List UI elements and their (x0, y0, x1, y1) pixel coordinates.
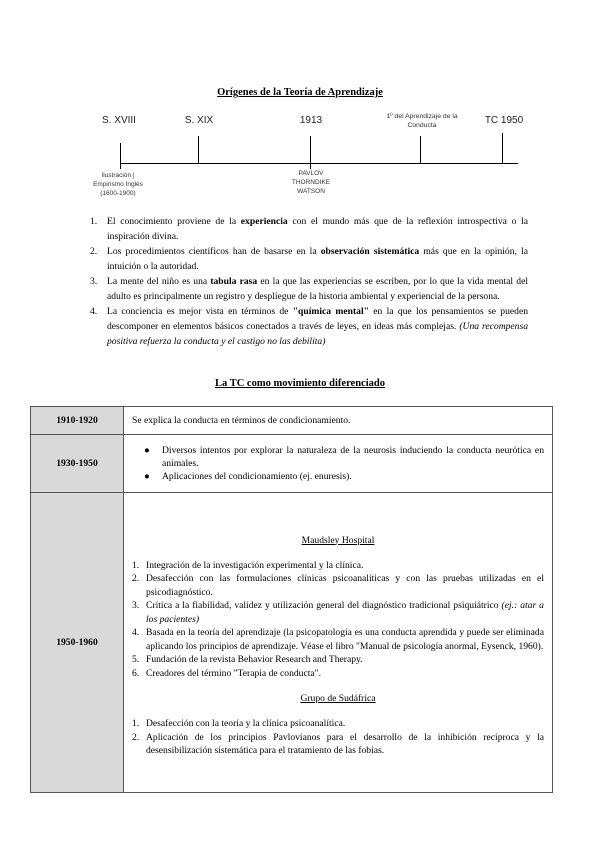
table-row (31, 435, 553, 493)
timeline-note-2 (271, 169, 351, 196)
list-item: 6. Creadores del término "Terapia de conducta". (132, 667, 321, 679)
section-subtitle: La TC como movimiento diferenciado (215, 378, 385, 389)
table-row (31, 407, 553, 435)
timeline-label-1: S. XVIII (102, 115, 136, 126)
list-item: 4. Basada en la teoría del aprendizaje (la psicopatología es una conducta aprendida y puede ser eliminada aplicando los principios de aprendizaje. Véase el libro "Manual de psicología anormal, Eysenck, 1960). (132, 627, 544, 652)
list-item: 1. Desafección con la teoría y la clínica psicoanalítica. (132, 718, 346, 729)
timeline-tick (502, 133, 503, 163)
timeline-tick (310, 136, 311, 163)
subheading: Maudsley Hospital (301, 534, 375, 546)
timeline-axis (120, 163, 518, 164)
tc-table (30, 406, 553, 793)
list-item: 1. Integración de la investigación experimental y la clínica. (132, 559, 364, 571)
period-cell: 1910-1920 (31, 407, 124, 435)
timeline-note-line: PAVLOV (298, 170, 324, 177)
timeline-note-line: Empirismo Inglés (93, 181, 143, 188)
list-item: 2. Aplicación de los principios Pavlovianos para el desarrollo de la inhibición recíproca y la desensibilización sistemática para el tratamiento de las fobias. (132, 731, 544, 756)
timeline-tick (420, 136, 421, 163)
period-cell: 1930-1950 (31, 435, 124, 493)
desc-cell (124, 435, 553, 493)
timeline-tick (198, 136, 199, 163)
timeline-tick (120, 143, 121, 163)
timeline-label-3: 1913 (299, 115, 323, 126)
table-row (31, 493, 553, 793)
list-item: 3. La mente del niño es una tabula rasa en la que las experiencias se escriben, por lo que la vida mental del adulto es principalmente un registro y despliegue de la historia ambiental y experiencial de la persona. (90, 276, 529, 302)
timeline-label-2: S. XIX (184, 115, 214, 126)
timeline-tick (120, 163, 121, 169)
desc-cell (124, 493, 553, 793)
timeline-note-line: WATSON (297, 188, 325, 195)
timeline-note-line: THORNDIKE (291, 179, 331, 186)
timeline-label-4: 1º del Aprendizaje de la Conducta (386, 113, 458, 129)
list-item: 2. Desafección con las formulaciones clínicas psicoanalíticas y con las pruebas utilizadas en el psicodiagnóstico. (132, 573, 544, 598)
period-cell: 1950-1960 (31, 493, 124, 793)
list-item: 5. Fundación de la revista Behavior Research and Therapy. (132, 654, 363, 665)
timeline-note-line: (1600-1900) (100, 190, 136, 197)
page-title: Orígenes de la Teoría de Aprendizaje (217, 87, 383, 98)
list-item: ● Aplicaciones del condicionamiento (ej. enuresis). (144, 471, 352, 482)
list-item: 3. Crítica a la fiabilidad, validez y utilización general del diagnóstico tradicional psiquiátrico (ej.: atar a los pacientes) (132, 600, 544, 625)
list-item: 1. El conocimiento proviene de la experiencia con el mundo más que de la reflexión introspectiva o la inspiración divina. (90, 216, 528, 242)
timeline-note-line: Ilustración | (101, 172, 135, 179)
timeline-note-1 (78, 171, 158, 198)
desc-cell: Se explica la conducta en términos de condicionamiento. (124, 407, 553, 435)
list-item: 4. La conciencia es mejor vista en términos de "química mental" en la que los pensamientos se pueden descomponer en elementos básicos conectados a través de leyes, en ideas más complejas. (Una recompensa positiva refuerza la conducta y el castigo no las debilita) (90, 306, 529, 347)
timeline-label-5: TC 1950 (484, 115, 524, 126)
list-item: ● Diversos intentos por explorar la naturaleza de la neurosis induciendo la conducta neurótica en animales. (144, 445, 544, 469)
subheading: Grupo de Sudáfrica (300, 693, 376, 704)
principles-list (90, 214, 528, 349)
list-item: 2. Los procedimientos científicos han de basarse en la observación sistemática más que en la opinión, la intuición o la autoridad. (90, 246, 528, 272)
